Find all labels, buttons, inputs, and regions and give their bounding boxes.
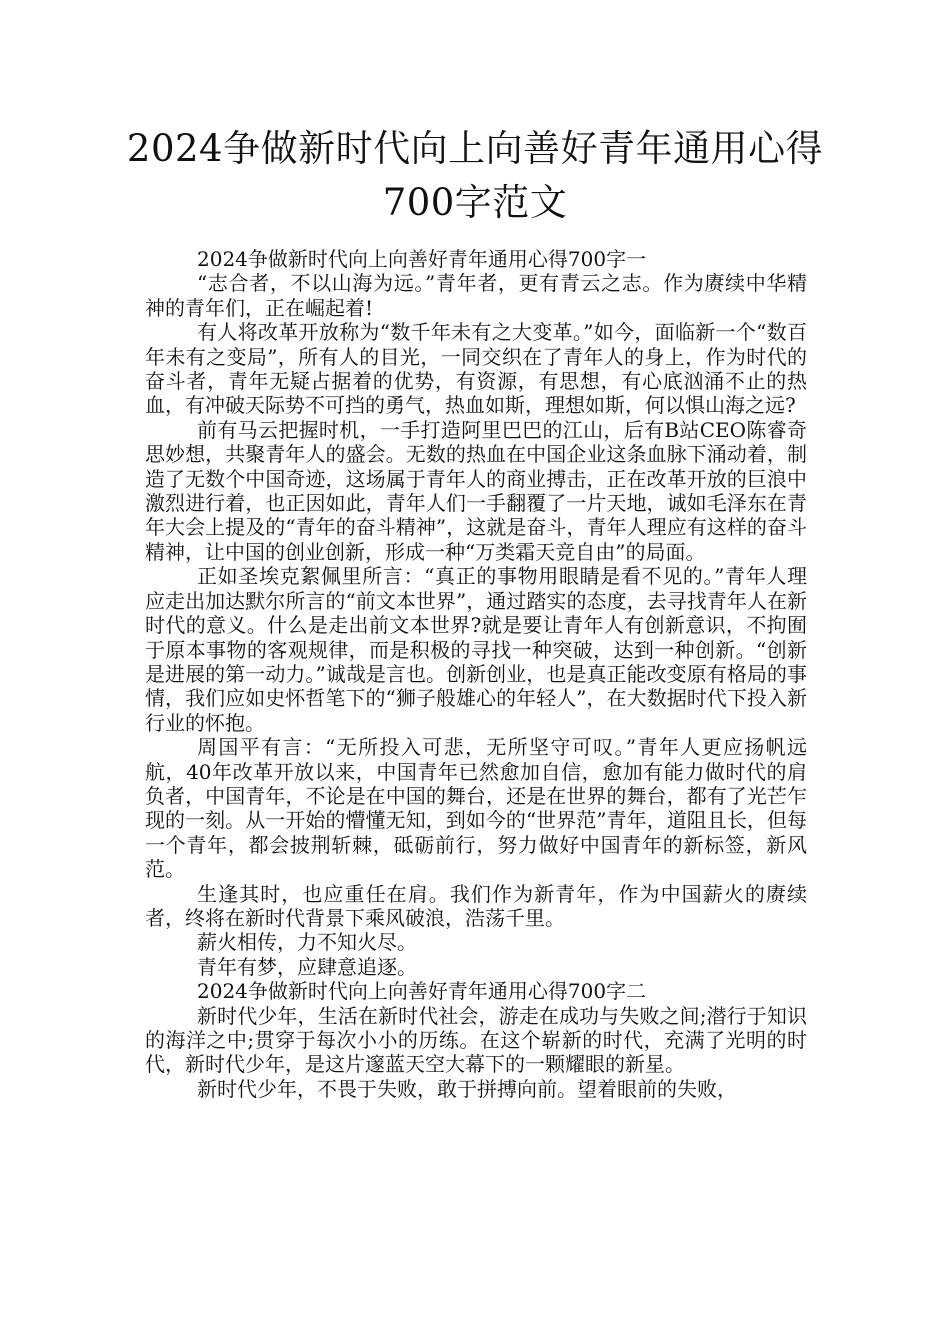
paragraph: 新时代少年，生活在新时代社会，游走在成功与失败之间;潜行于知识的海洋之中;贯穿于每次小小的历练。在这个崭新的时代，充满了光明的时代，新时代少年，是这片邃蓝天空大幕下的一颗耀眼的新星。 <box>145 1003 807 1077</box>
section-heading-2: 2024争做新时代向上向善好青年通用心得700字二 <box>197 979 647 1004</box>
paragraph: 有人将改革开放称为“数千年未有之大变革。”如今，面临新一个“数百年未有之变局”，所有人的目光，一同交织在了青年人的身上，作为时代的奋斗者，青年无疑占据着的优势，有资源，有思想，有心底汹涌不止的热血，有冲破天际势不可挡的勇气，热血如斯，理想如斯，何以惧山海之远? <box>145 320 807 418</box>
section-heading-1: 2024争做新时代向上向善好青年通用心得700字一 <box>197 247 647 271</box>
paragraph: 正如圣埃克絮佩里所言：“真正的事物用眼睛是看不见的。”青年人理应走出加达默尔所言的“前文本世界”，通过踏实的态度，去寻找青年人在新时代的意义。什么是走出前文本世界?就是要让青年人有创新意识，不拘囿于原本事物的客观规律，而是积极的寻找一种突破，达到一种创新。“创新是进展的第一动力。”诚哉是言也。创新创业，也是真正能改变原有格局的事情，我们应如史怀哲笔下的“狮子般雄心的年轻人”，在大数据时代下投入新行业的怀抱。 <box>145 564 807 735</box>
paragraph: 新时代少年，不畏于失败，敢于拼搏向前。望着眼前的失败， <box>197 1076 737 1101</box>
document-body <box>145 247 807 1101</box>
document-title <box>120 122 830 230</box>
paragraph: 薪火相传，力不知火尽。 <box>197 930 417 955</box>
title-line-1: 2024争做新时代向上向善好青年通用心得 <box>126 127 824 170</box>
paragraph: 周国平有言：“无所投入可悲，无所坚守可叹。”青年人更应扬帆远航，40年改革开放以来，中国青年已然愈加自信，愈加有能力做时代的肩负者，中国青年，不论是在中国的舞台，还是在世界的舞台，都有了光芒乍现的一刻。从一开始的懵懂无知，到如今的“世界范”青年，道阻且长，但每一个青年，都会披荆斩棘，砥砺前行，努力做好中国青年的新标签，新风范。 <box>145 735 807 882</box>
title-line-2: 700字范文 <box>382 181 568 224</box>
paragraph: 青年有梦，应肆意追逐。 <box>197 954 417 979</box>
paragraph: 生逢其时，也应重任在肩。我们作为新青年，作为中国薪火的赓续者，终将在新时代背景下乘风破浪，浩荡千里。 <box>145 881 807 930</box>
paragraph: 前有马云把握时机，一手打造阿里巴巴的江山，后有B站CEO陈睿奇思妙想，共聚青年人的盛会。无数的热血在中国企业这条血脉下涌动着，制造了无数个中国奇迹，这场属于青年人的商业搏击，正在改革开放的巨浪中激烈进行着，也正因如此，青年人们一手翻覆了一片天地，诚如毛泽东在青年大会上提及的“青年的奋斗精神”，这就是奋斗，青年人理应有这样的奋斗精神，让中国的创业创新，形成一种“万类霜天竞自由”的局面。 <box>145 417 807 564</box>
paragraph: “志合者，不以山海为远。”青年者，更有青云之志。作为赓续中华精神的青年们，正在崛起着! <box>145 271 807 320</box>
